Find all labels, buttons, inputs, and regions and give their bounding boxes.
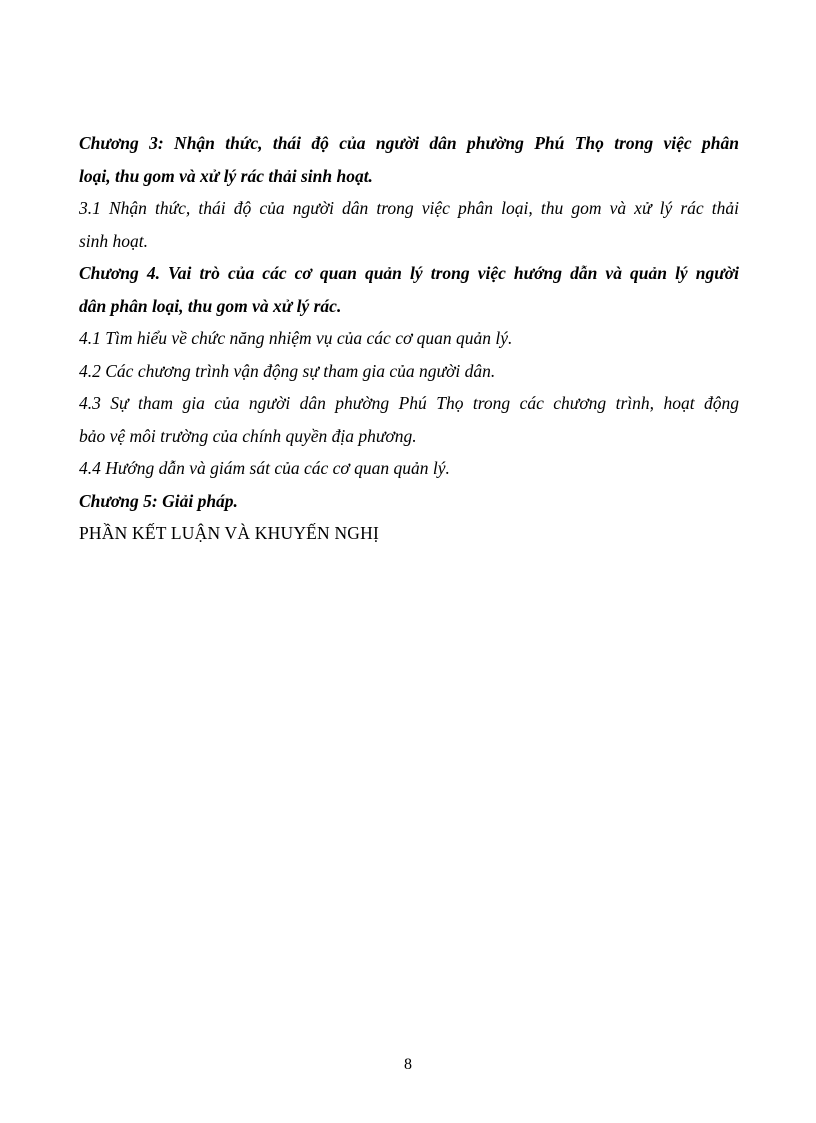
section-4-2: 4.2 Các chương trình vận động sự tham gia của người dân. bbox=[79, 360, 496, 381]
conclusion-heading: PHẦN KẾT LUẬN VÀ KHUYẾN NGHỊ bbox=[79, 523, 380, 543]
chapter-3-heading-line-2: loại, thu gom và xử lý rác thải sinh hoạt. bbox=[79, 165, 373, 186]
chapter-4-heading-line-2: dân phân loại, thu gom và xử lý rác. bbox=[79, 295, 342, 316]
section-4-1: 4.1 Tìm hiểu về chức năng nhiệm vụ của các cơ quan quản lý. bbox=[79, 328, 513, 348]
section-3-1-line-2: sinh hoạt. bbox=[79, 230, 149, 251]
section-4-4: 4.4 Hướng dẫn và giám sát của các cơ quan quản lý. bbox=[79, 458, 450, 478]
section-4-3-line-2: bảo vệ môi trường của chính quyền địa phương. bbox=[79, 425, 417, 446]
section-4-3-line-1: 4.3 Sự tham gia của người dân phường Phú Thọ trong các chương trình, hoạt động bbox=[79, 393, 739, 413]
chapter-3-heading-line-1: Chương 3: Nhận thức, thái độ của người dân phường Phú Thọ trong việc phân bbox=[79, 133, 739, 153]
table-of-contents bbox=[79, 127, 739, 550]
chapter-5-heading: Chương 5: Giải pháp. bbox=[79, 490, 238, 511]
page-number: 8 bbox=[404, 1056, 412, 1073]
section-3-1-line-1: 3.1 Nhận thức, thái độ của người dân trong việc phân loại, thu gom và xử lý rác thải bbox=[79, 198, 739, 218]
chapter-4-heading-line-1: Chương 4. Vai trò của các cơ quan quản lý trong việc hướng dẫn và quản lý người bbox=[79, 263, 739, 283]
